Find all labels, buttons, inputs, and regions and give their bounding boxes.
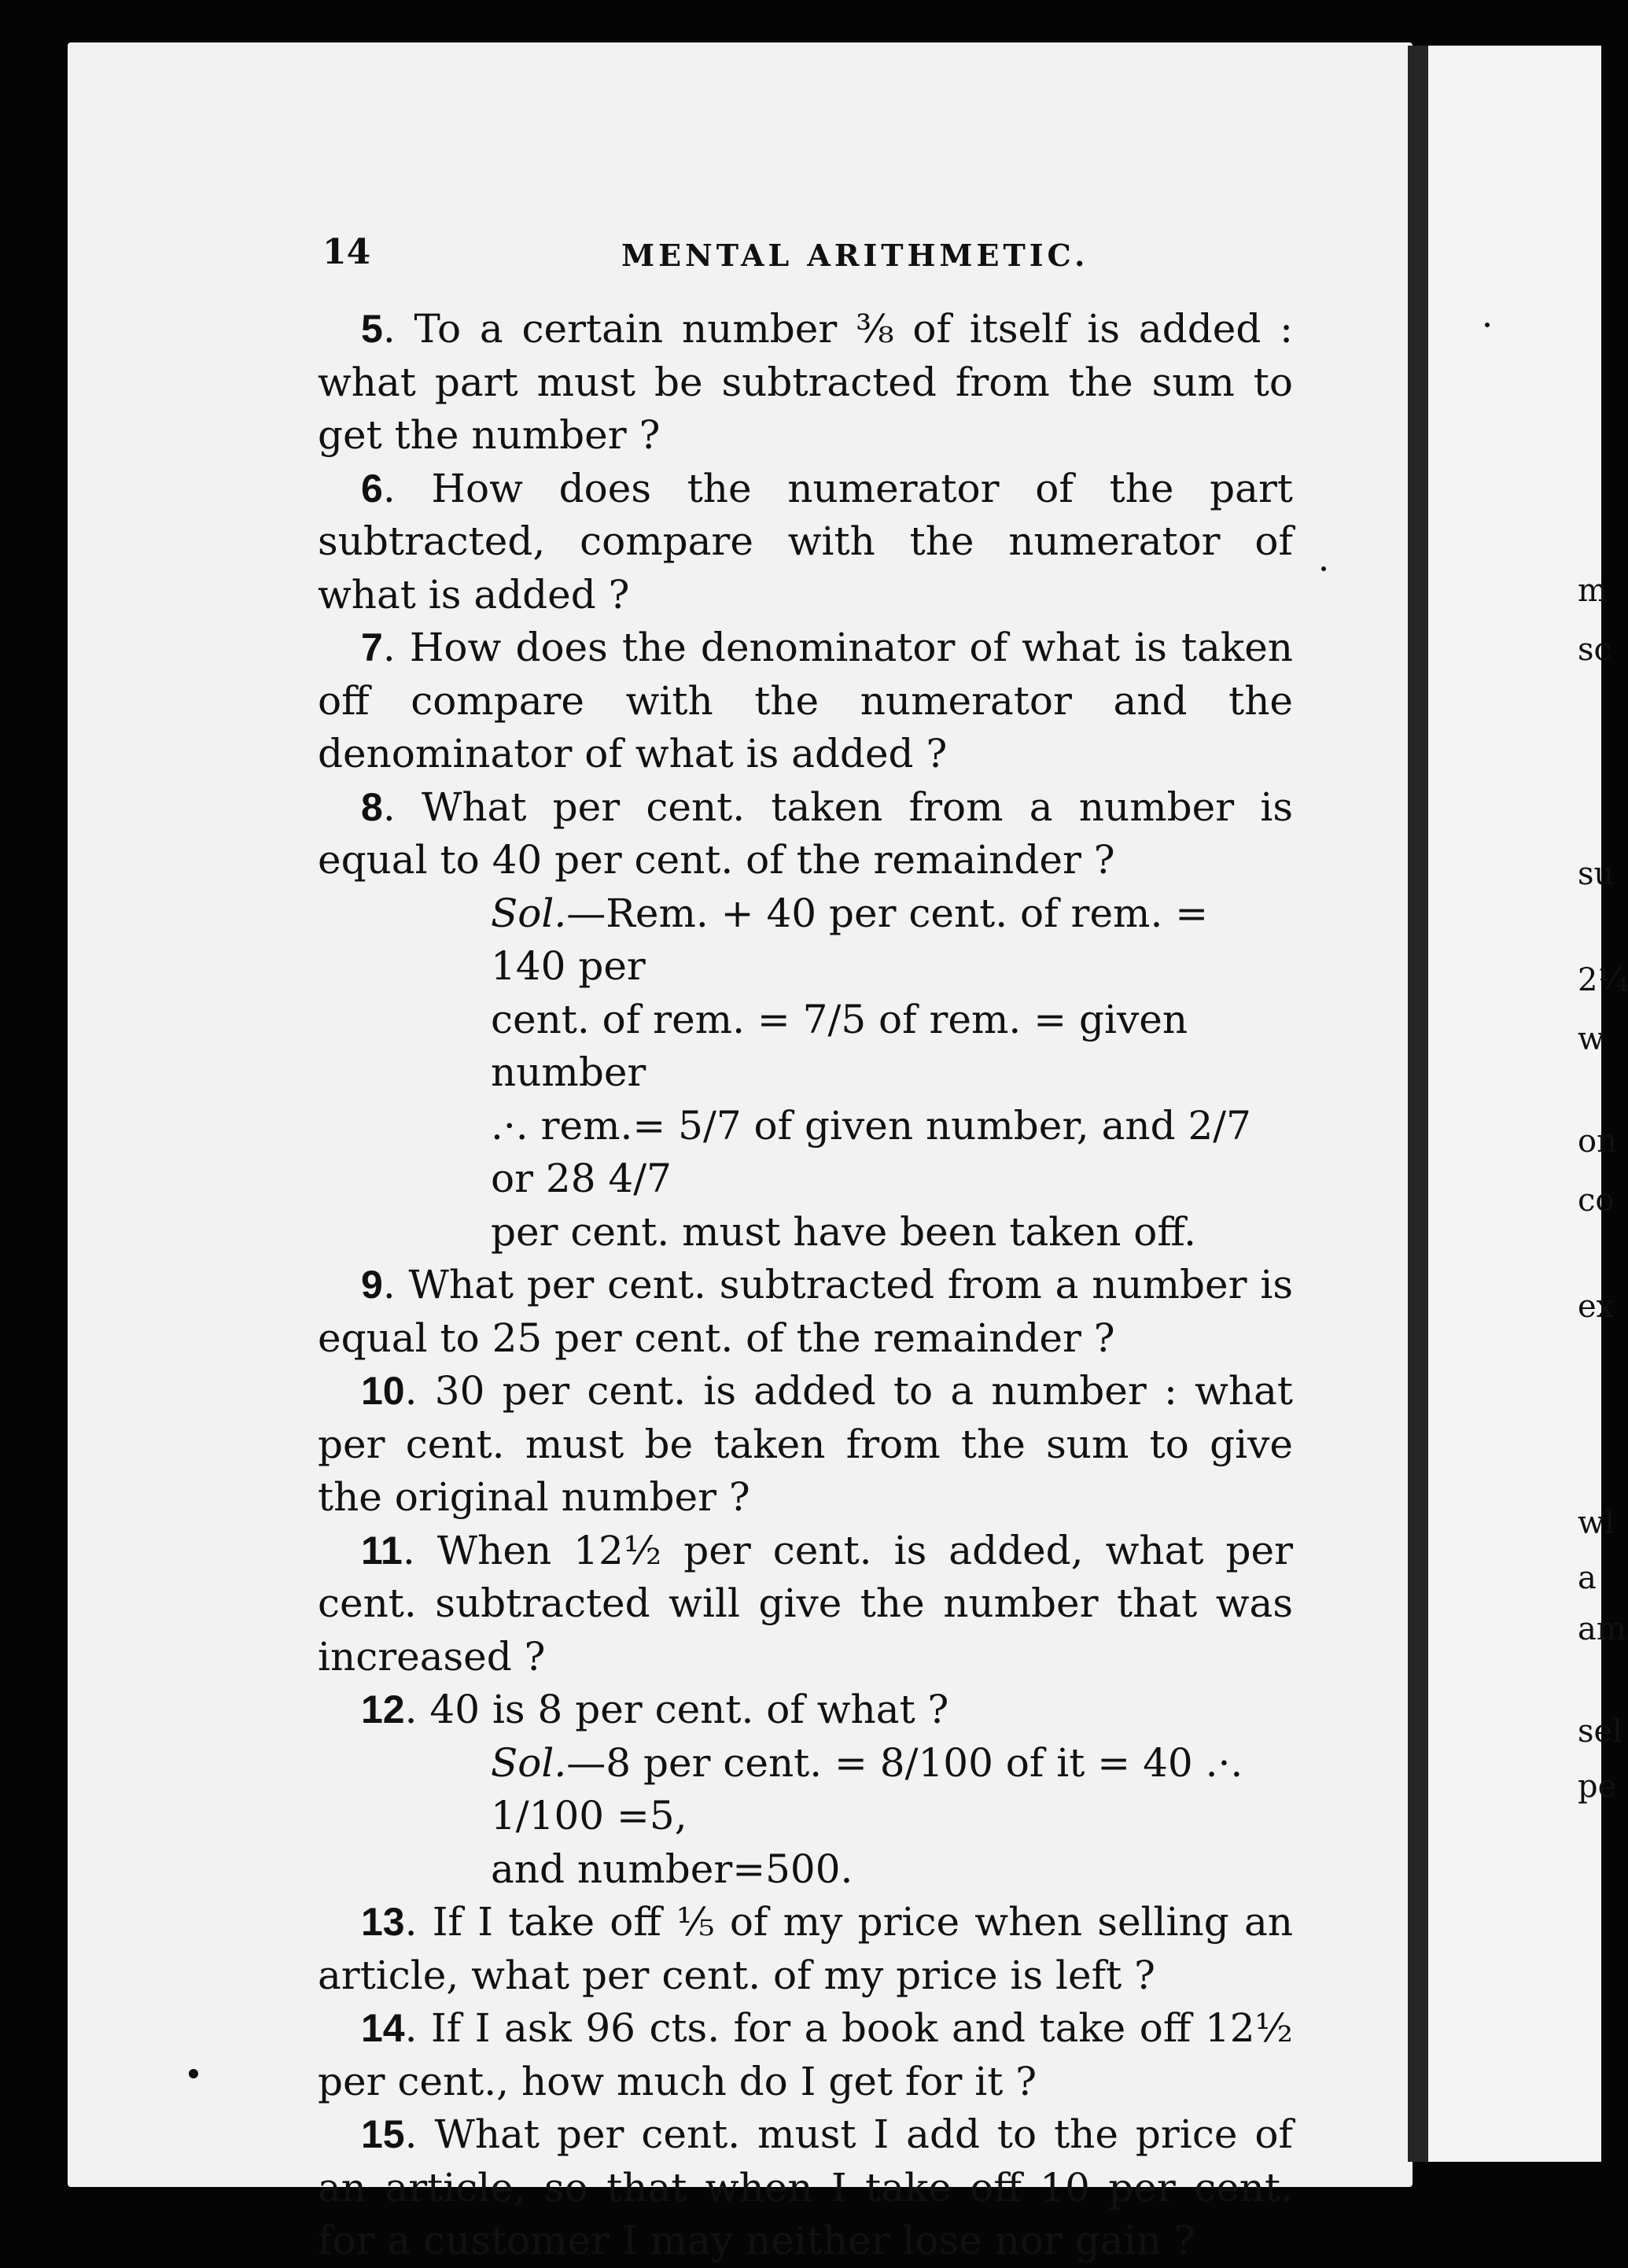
book-page-right-edge <box>1408 46 1628 2162</box>
question-text: How does the denominator of what is taken off compare with the numerator and the denominator of what is added ? <box>318 625 1293 776</box>
solution-line: —8 per cent. = 8/100 of it = 40 .·. 1/100 =5, <box>491 1739 1243 1838</box>
question-text: 30 per cent. is added to a number : what per cent. must be taken from the sum to give the original number ? <box>318 1368 1293 1520</box>
question-text: How does the numerator of the part subtracted, compare with the numerator of what is added ? <box>318 465 1293 618</box>
question-text: When 12½ per cent. is added, what per cent. subtracted will give the number that was increased ? <box>318 1527 1293 1680</box>
question-number: 15 <box>361 2112 405 2156</box>
question-number: 13 <box>361 1900 405 1944</box>
right-page-fragment: sel <box>1578 1713 1622 1750</box>
right-page-fragment: w <box>1578 1021 1605 1057</box>
question-text: To a certain number ⅜ of itself is added : what part must be subtracted from the sum to get the number ? <box>318 306 1293 458</box>
question-text: What per cent. subtracted from a number is equal to 25 per cent. of the remainder ? <box>318 1262 1293 1361</box>
question-text: What per cent. must I add to the price of an article, so that when I take off 10 per cent. for a customer I may neither lose nor gain ? <box>318 2111 1293 2263</box>
question-number: 6 <box>361 466 383 511</box>
right-page-fragment: on <box>1578 1123 1617 1160</box>
ink-speck <box>1321 566 1326 571</box>
question-5: 5. To a certain number ⅜ of itself is added : what part must be subtracted from the sum to get the number ? <box>318 306 1293 458</box>
solution-8 <box>491 887 1293 1259</box>
question-number: 12 <box>361 1687 405 1731</box>
right-page-fragment: sc <box>1578 632 1611 668</box>
question-10: 10. 30 per cent. is added to a number : what per cent. must be taken from the sum to give the original number ? <box>318 1368 1293 1520</box>
solution-label: Sol. <box>491 890 567 936</box>
solution-label: Sol. <box>491 1739 567 1786</box>
question-6: 6. How does the numerator of the part subtracted, compare with the numerator of what is added ? <box>318 465 1293 618</box>
right-page-fragment: wl <box>1578 1505 1615 1541</box>
question-12: 12. 40 is 8 per cent. of what ? <box>361 1687 949 1732</box>
question-text: What per cent. taken from a number is equal to 40 per cent. of the remainder ? <box>318 784 1293 883</box>
question-number: 5 <box>361 307 383 351</box>
solution-line: —Rem. + 40 per cent. of rem. = 140 per <box>491 890 1209 989</box>
question-text: 40 is 8 per cent. of what ? <box>429 1687 949 1732</box>
question-11: 11. When 12½ per cent. is added, what per cent. subtracted will give the number that was increased ? <box>318 1527 1293 1680</box>
question-number: 7 <box>361 625 383 669</box>
right-page-fragment: co <box>1578 1182 1615 1219</box>
question-text: If I ask 96 cts. for a book and take off 12½ per cent., how much do I get for it ? <box>318 2005 1293 2104</box>
question-number: 8 <box>361 784 383 829</box>
question-8: 8. What per cent. taken from a number is equal to 40 per cent. of the remainder ? <box>318 784 1293 883</box>
page-number: 14 <box>322 232 371 272</box>
right-page-fragment: 2¼ <box>1578 962 1628 998</box>
question-7: 7. How does the denominator of what is taken off compare with the numerator and the denominator of what is added ? <box>318 625 1293 776</box>
body-text <box>318 303 1293 2268</box>
running-head: MENTAL ARITHMETIC. <box>621 238 1089 273</box>
question-number: 14 <box>361 2006 405 2050</box>
right-page-fragment: m <box>1578 573 1608 609</box>
solution-12 <box>491 1737 1293 1897</box>
ink-speck <box>1485 323 1490 327</box>
question-number: 11 <box>361 1528 403 1573</box>
question-15: 15. What per cent. must I add to the price of an article, so that when I take off 10 per cent. for a customer I may neither lose nor gain ? <box>318 2111 1293 2263</box>
right-page-fragment: ex <box>1578 1289 1615 1325</box>
solution-line: per cent. must have been taken off. <box>491 1208 1196 1255</box>
solution-line: cent. of rem. = 7/5 of rem. = given number <box>491 996 1188 1095</box>
right-page-fragment: pe <box>1578 1768 1617 1805</box>
question-number: 9 <box>361 1263 383 1307</box>
right-page-fragment: am <box>1578 1611 1626 1647</box>
solution-line: .·. rem.= 5/7 of given number, and 2/7 or 28 4/7 <box>491 1102 1251 1201</box>
right-page-fragment: a <box>1578 1560 1597 1596</box>
question-14: 14. If I ask 96 cts. for a book and take off 12½ per cent., how much do I get for it ? <box>318 2005 1293 2104</box>
question-9: 9. What per cent. subtracted from a number is equal to 25 per cent. of the remainder ? <box>318 1262 1293 1361</box>
question-13: 13. If I take off ⅕ of my price when selling an article, what per cent. of my price is left ? <box>318 1899 1293 1998</box>
ink-speck <box>189 2069 198 2078</box>
right-page-fragment: su <box>1578 856 1615 892</box>
question-text: If I take off ⅕ of my price when selling an article, what per cent. of my price is left ? <box>318 1899 1293 1998</box>
question-number: 10 <box>361 1369 405 1413</box>
solution-line: and number=500. <box>491 1846 853 1892</box>
